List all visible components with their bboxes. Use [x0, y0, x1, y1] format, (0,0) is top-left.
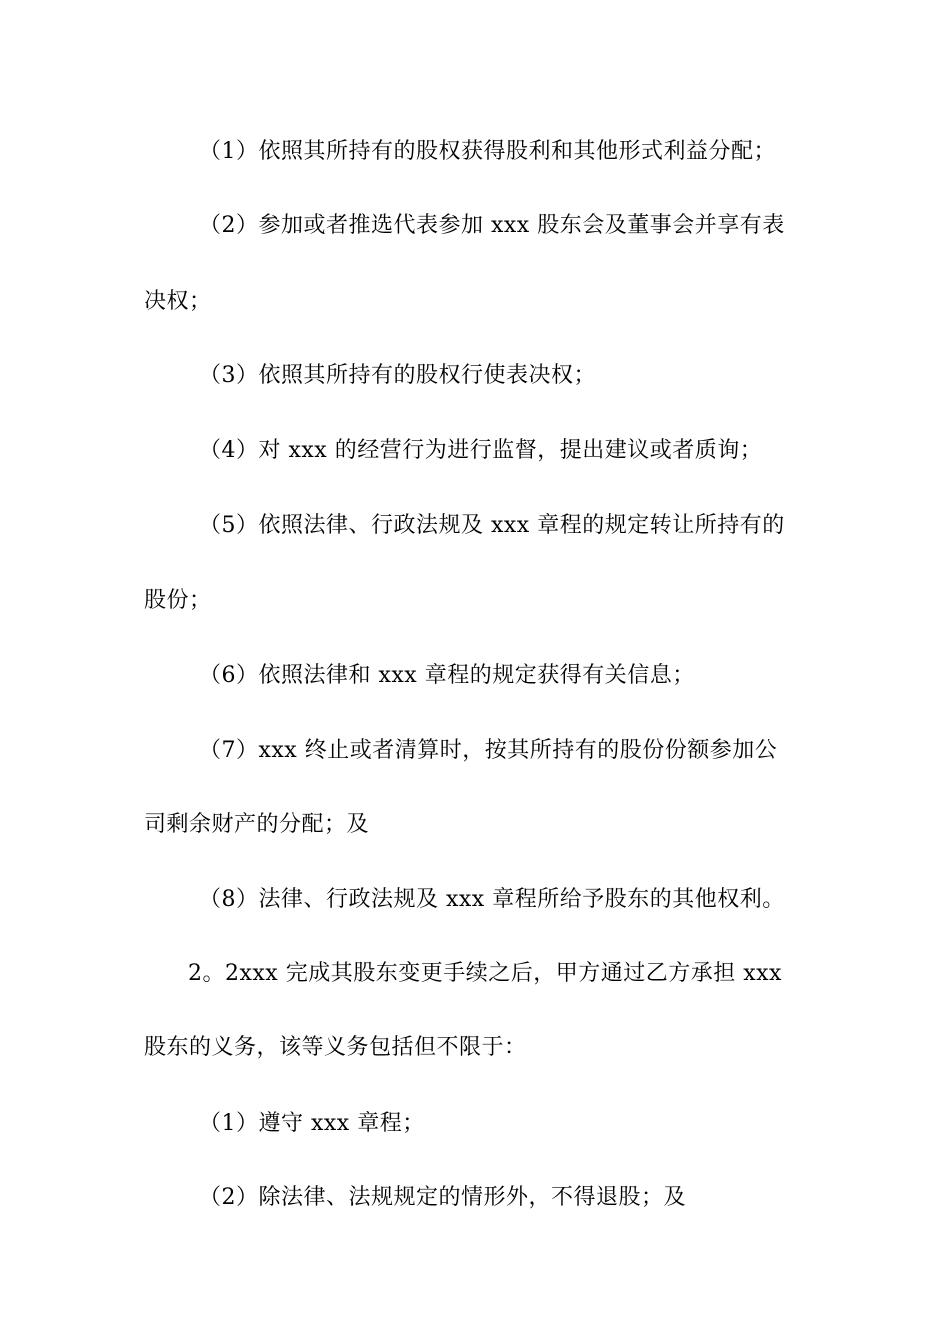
- text-line: 股份；: [144, 588, 212, 613]
- text-line: 决权；: [144, 289, 212, 314]
- text-line: （2）参加或者推选代表参加 xxx 股东会及董事会并享有表: [199, 213, 785, 238]
- text-line: （2）除法律、法规规定的情形外，不得退股；及: [199, 1185, 686, 1210]
- text-line: （1）依照其所持有的股权获得股利和其他形式利益分配；: [199, 139, 776, 164]
- text-line: （6）依照法律和 xxx 章程的规定获得有关信息；: [199, 663, 695, 688]
- text-line: 股东的义务，该等义务包括但不限于：: [144, 1035, 527, 1060]
- text-line: （5）依照法律、行政法规及 xxx 章程的规定转让所持有的: [199, 513, 785, 538]
- text-line: （4）对 xxx 的经营行为进行监督，提出建议或者质询；: [199, 438, 763, 463]
- text-line: （1）遵守 xxx 章程；: [199, 1111, 425, 1136]
- text-line: （7）xxx 终止或者清算时，按其所持有的股份份额参加公: [199, 738, 778, 763]
- text-line: （8）法律、行政法规及 xxx 章程所给予股东的其他权利。: [199, 887, 785, 912]
- text-line: 2。2xxx 完成其股东变更手续之后，甲方通过乙方承担 xxx: [188, 961, 782, 986]
- text-line: 司剩余财产的分配；及: [144, 812, 370, 837]
- text-line: （3）依照其所持有的股权行使表决权；: [199, 363, 596, 388]
